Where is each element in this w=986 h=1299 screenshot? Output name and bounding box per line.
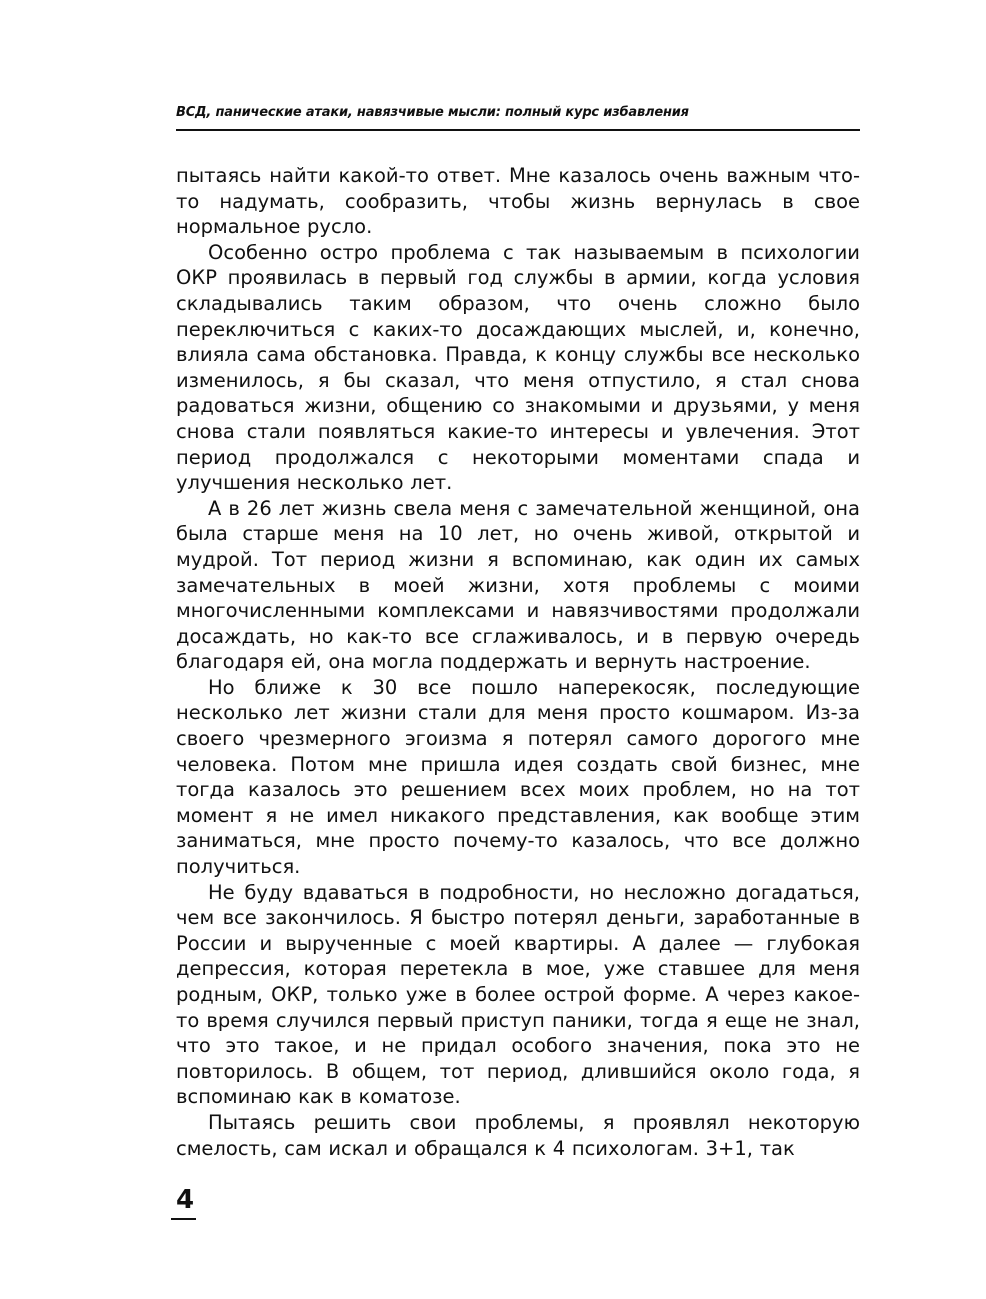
paragraph: Пытаясь решить свои проблемы, я проявлял некоторую смелость, сам искал и обращался к 4 психологам. 3+1, так <box>176 1110 860 1160</box>
paragraph: пытаясь найти какой-то ответ. Мне казалось очень важным что-то надумать, сообразить, чтобы жизнь вернулась в свое нормальное русло. <box>176 164 860 239</box>
running-head: ВСД, панические атаки, навязчивые мысли: полный курс избавления <box>176 105 689 120</box>
running-head-rule <box>176 129 860 131</box>
page-number: 4 <box>176 1185 195 1215</box>
body-text <box>176 163 860 1161</box>
paragraph: Но ближе к 30 все пошло наперекосяк, последующие несколько лет жизни стали для меня просто кошмаром. Из-за своего чрезмерного эгоизма я потерял самого дорогого мне человека. Потом мне пришла идея создать свой бизнес, мне тогда казалось это решением всех моих проблем, но на тот момент я не имел никакого представления, как вообще этим заниматься, мне просто почему-то казалось, что все должно получиться. <box>176 675 860 879</box>
paragraph: Особенно остро проблема с так называемым в психологии ОКР проявилась в первый год службы в армии, когда условия складывались таким образом, что очень сложно было переключиться с каких-то досаждающих мыслей, и, конечно, влияла сама обстановка. Правда, к концу службы все несколько изменилось, я бы сказал, что меня отпустило, я стал снова радоваться жизни, общению со знакомыми и друзьями, у меня снова стали появляться какие-то интересы и увлечения. Этот период продолжался с некоторыми моментами спада и улучшения несколько лет. <box>176 240 860 495</box>
paragraph: А в 26 лет жизнь свела меня с замечательной женщиной, она была старше меня на 10 лет, но очень живой, открытой и мудрой. Тот период жизни я вспоминаю, как один их самых замечательных в моей жизни, хотя проблемы с моими многочисленными комплексами и навязчивостями продолжали досаждать, но как-то все сглаживалось, и в первую очередь благодаря ей, она могла поддержать и вернуть настроение. <box>176 496 860 674</box>
page-number-rule <box>171 1218 196 1220</box>
paragraph: Не буду вдаваться в подробности, но несложно догадаться, чем все закончилось. Я быстро потерял деньги, заработанные в России и вырученные с моей квартиры. А далее — глубокая депрессия, которая перетекла в мое, уже ставшее для меня родным, ОКР, только уже в более острой форме. А через какое-то время случился первый приступ паники, тогда я еще не знал, что это такое, и не придал особого значения, пока это не повторилось. В общем, тот период, длившийся около года, я вспоминаю как в коматозе. <box>176 880 860 1109</box>
